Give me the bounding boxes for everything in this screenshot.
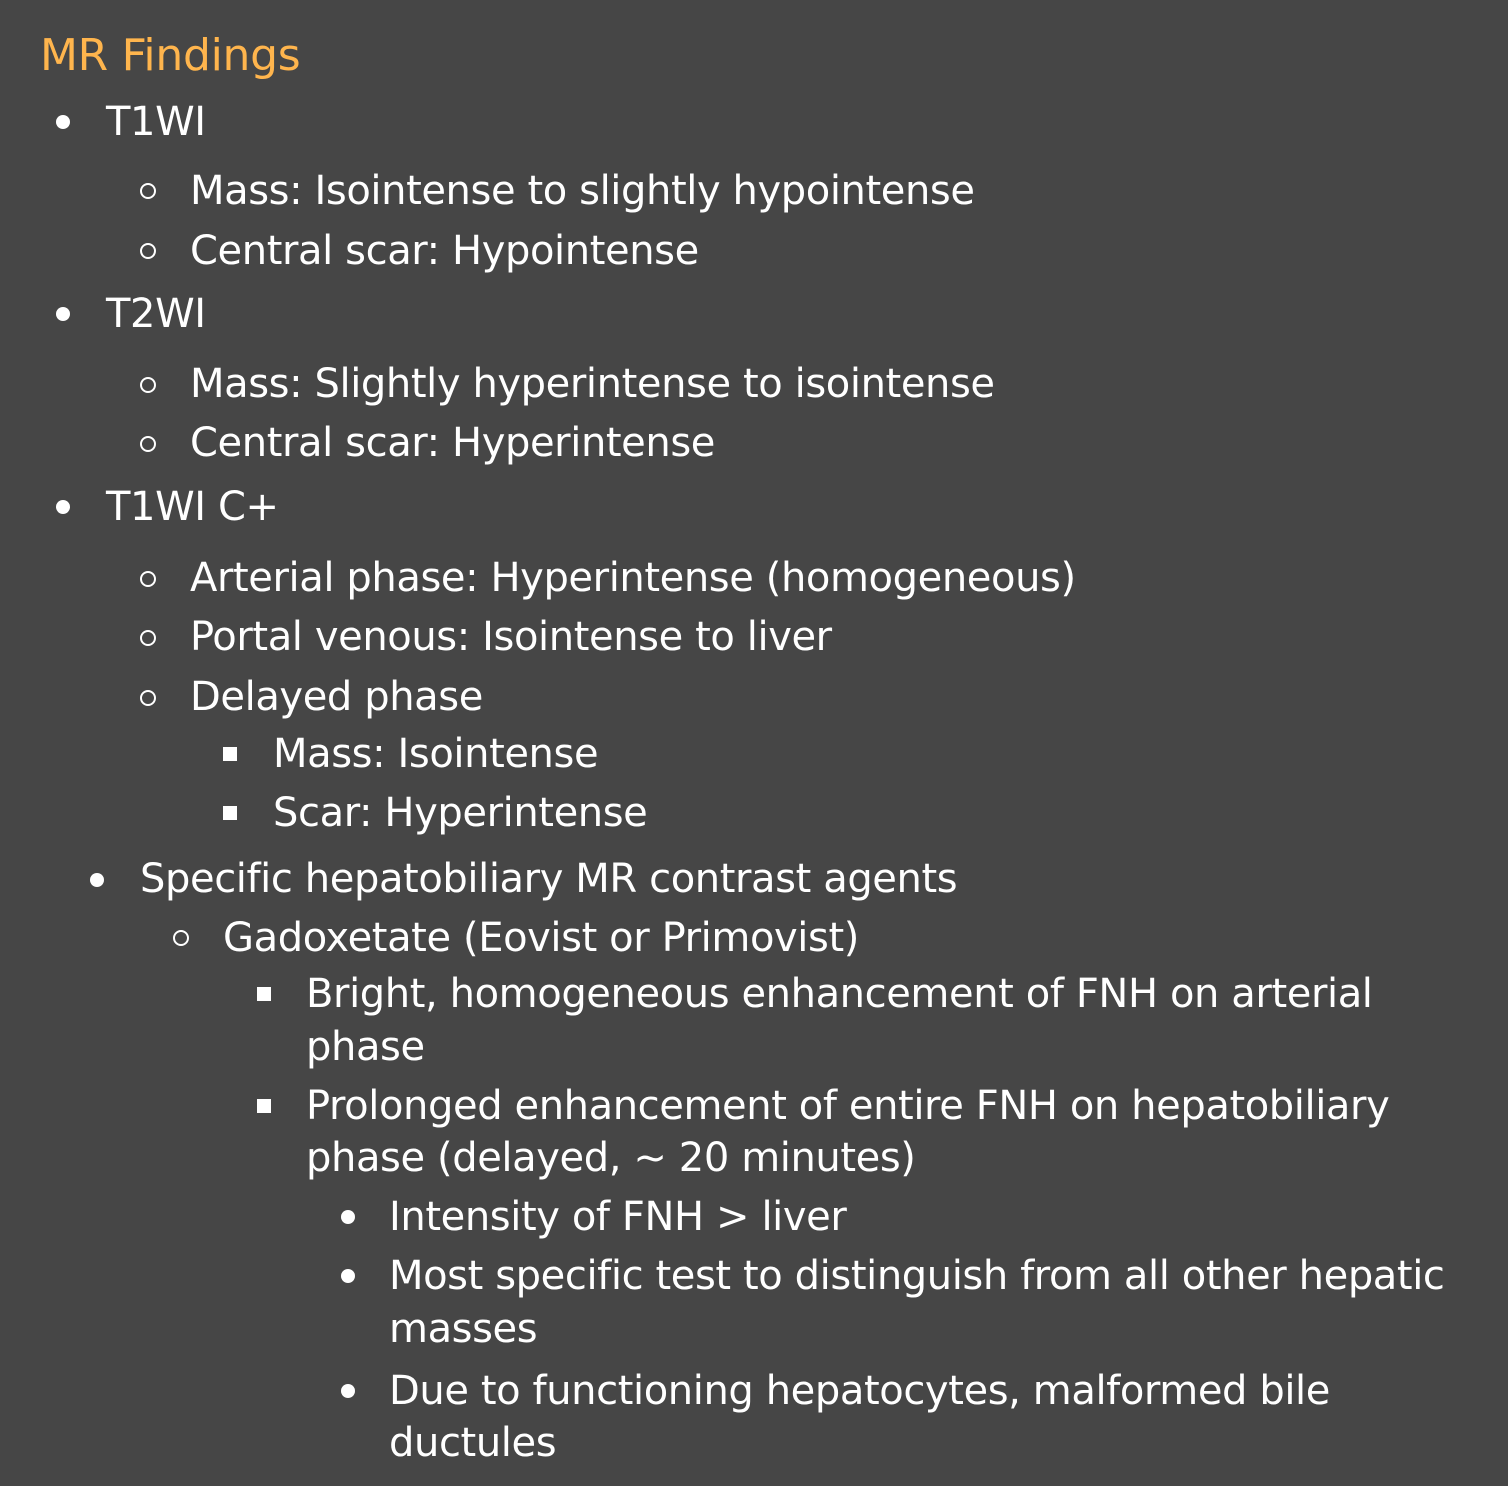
list-item-continuation: phase (delayed, ~ 20 minutes) [306, 1135, 916, 1181]
bullet-circle-icon [140, 183, 156, 199]
bullet-square-icon [257, 1099, 271, 1113]
bullet-circle-icon [140, 436, 156, 452]
bullet-square-icon [223, 806, 237, 820]
list-item: Mass: Isointense [273, 731, 599, 777]
bullet-circle-icon [140, 377, 156, 393]
list-item: Mass: Slightly hyperintense to isointense [190, 361, 995, 407]
list-item-t2wi: T2WI [106, 291, 206, 337]
bullet-circle-icon [140, 243, 156, 259]
bullet-disc-icon [56, 115, 70, 129]
list-item: Central scar: Hypointense [190, 228, 699, 274]
list-item: Mass: Isointense to slightly hypointense [190, 168, 975, 214]
list-item: Gadoxetate (Eovist or Primovist) [223, 915, 859, 961]
list-item: Due to functioning hepatocytes, malformed bile [389, 1368, 1330, 1414]
list-item: Central scar: Hyperintense [190, 420, 715, 466]
bullet-disc-icon [90, 873, 104, 887]
bullet-disc-icon [341, 1384, 355, 1398]
list-item: Delayed phase [190, 674, 483, 720]
list-item: Portal venous: Isointense to liver [190, 614, 832, 660]
bullet-square-icon [223, 747, 237, 761]
bullet-disc-icon [341, 1269, 355, 1283]
bullet-circle-icon [140, 571, 156, 587]
bullet-disc-icon [56, 307, 70, 321]
list-item: Bright, homogeneous enhancement of FNH on arterial [306, 971, 1373, 1017]
list-item-continuation: phase [306, 1024, 425, 1070]
bullet-disc-icon [56, 500, 70, 514]
list-item: Specific hepatobiliary MR contrast agents [140, 856, 958, 902]
list-item: Arterial phase: Hyperintense (homogeneous) [190, 555, 1076, 601]
list-item: Prolonged enhancement of entire FNH on hepatobiliary [306, 1083, 1390, 1129]
list-item-t1wi-contrast: T1WI C+ [106, 484, 279, 530]
list-item: Most specific test to distinguish from all other hepatic [389, 1253, 1445, 1299]
bullet-circle-icon [140, 630, 156, 646]
bullet-circle-icon [140, 690, 156, 706]
list-item: Intensity of FNH > liver [389, 1194, 847, 1240]
slide-title: MR Findings [40, 30, 301, 81]
bullet-disc-icon [341, 1210, 355, 1224]
list-item-continuation: ductules [389, 1420, 557, 1466]
list-item-t1wi: T1WI [106, 99, 206, 145]
bullet-circle-icon [173, 930, 189, 946]
bullet-square-icon [257, 987, 271, 1001]
list-item-continuation: masses [389, 1306, 538, 1352]
list-item: Scar: Hyperintense [273, 790, 648, 836]
